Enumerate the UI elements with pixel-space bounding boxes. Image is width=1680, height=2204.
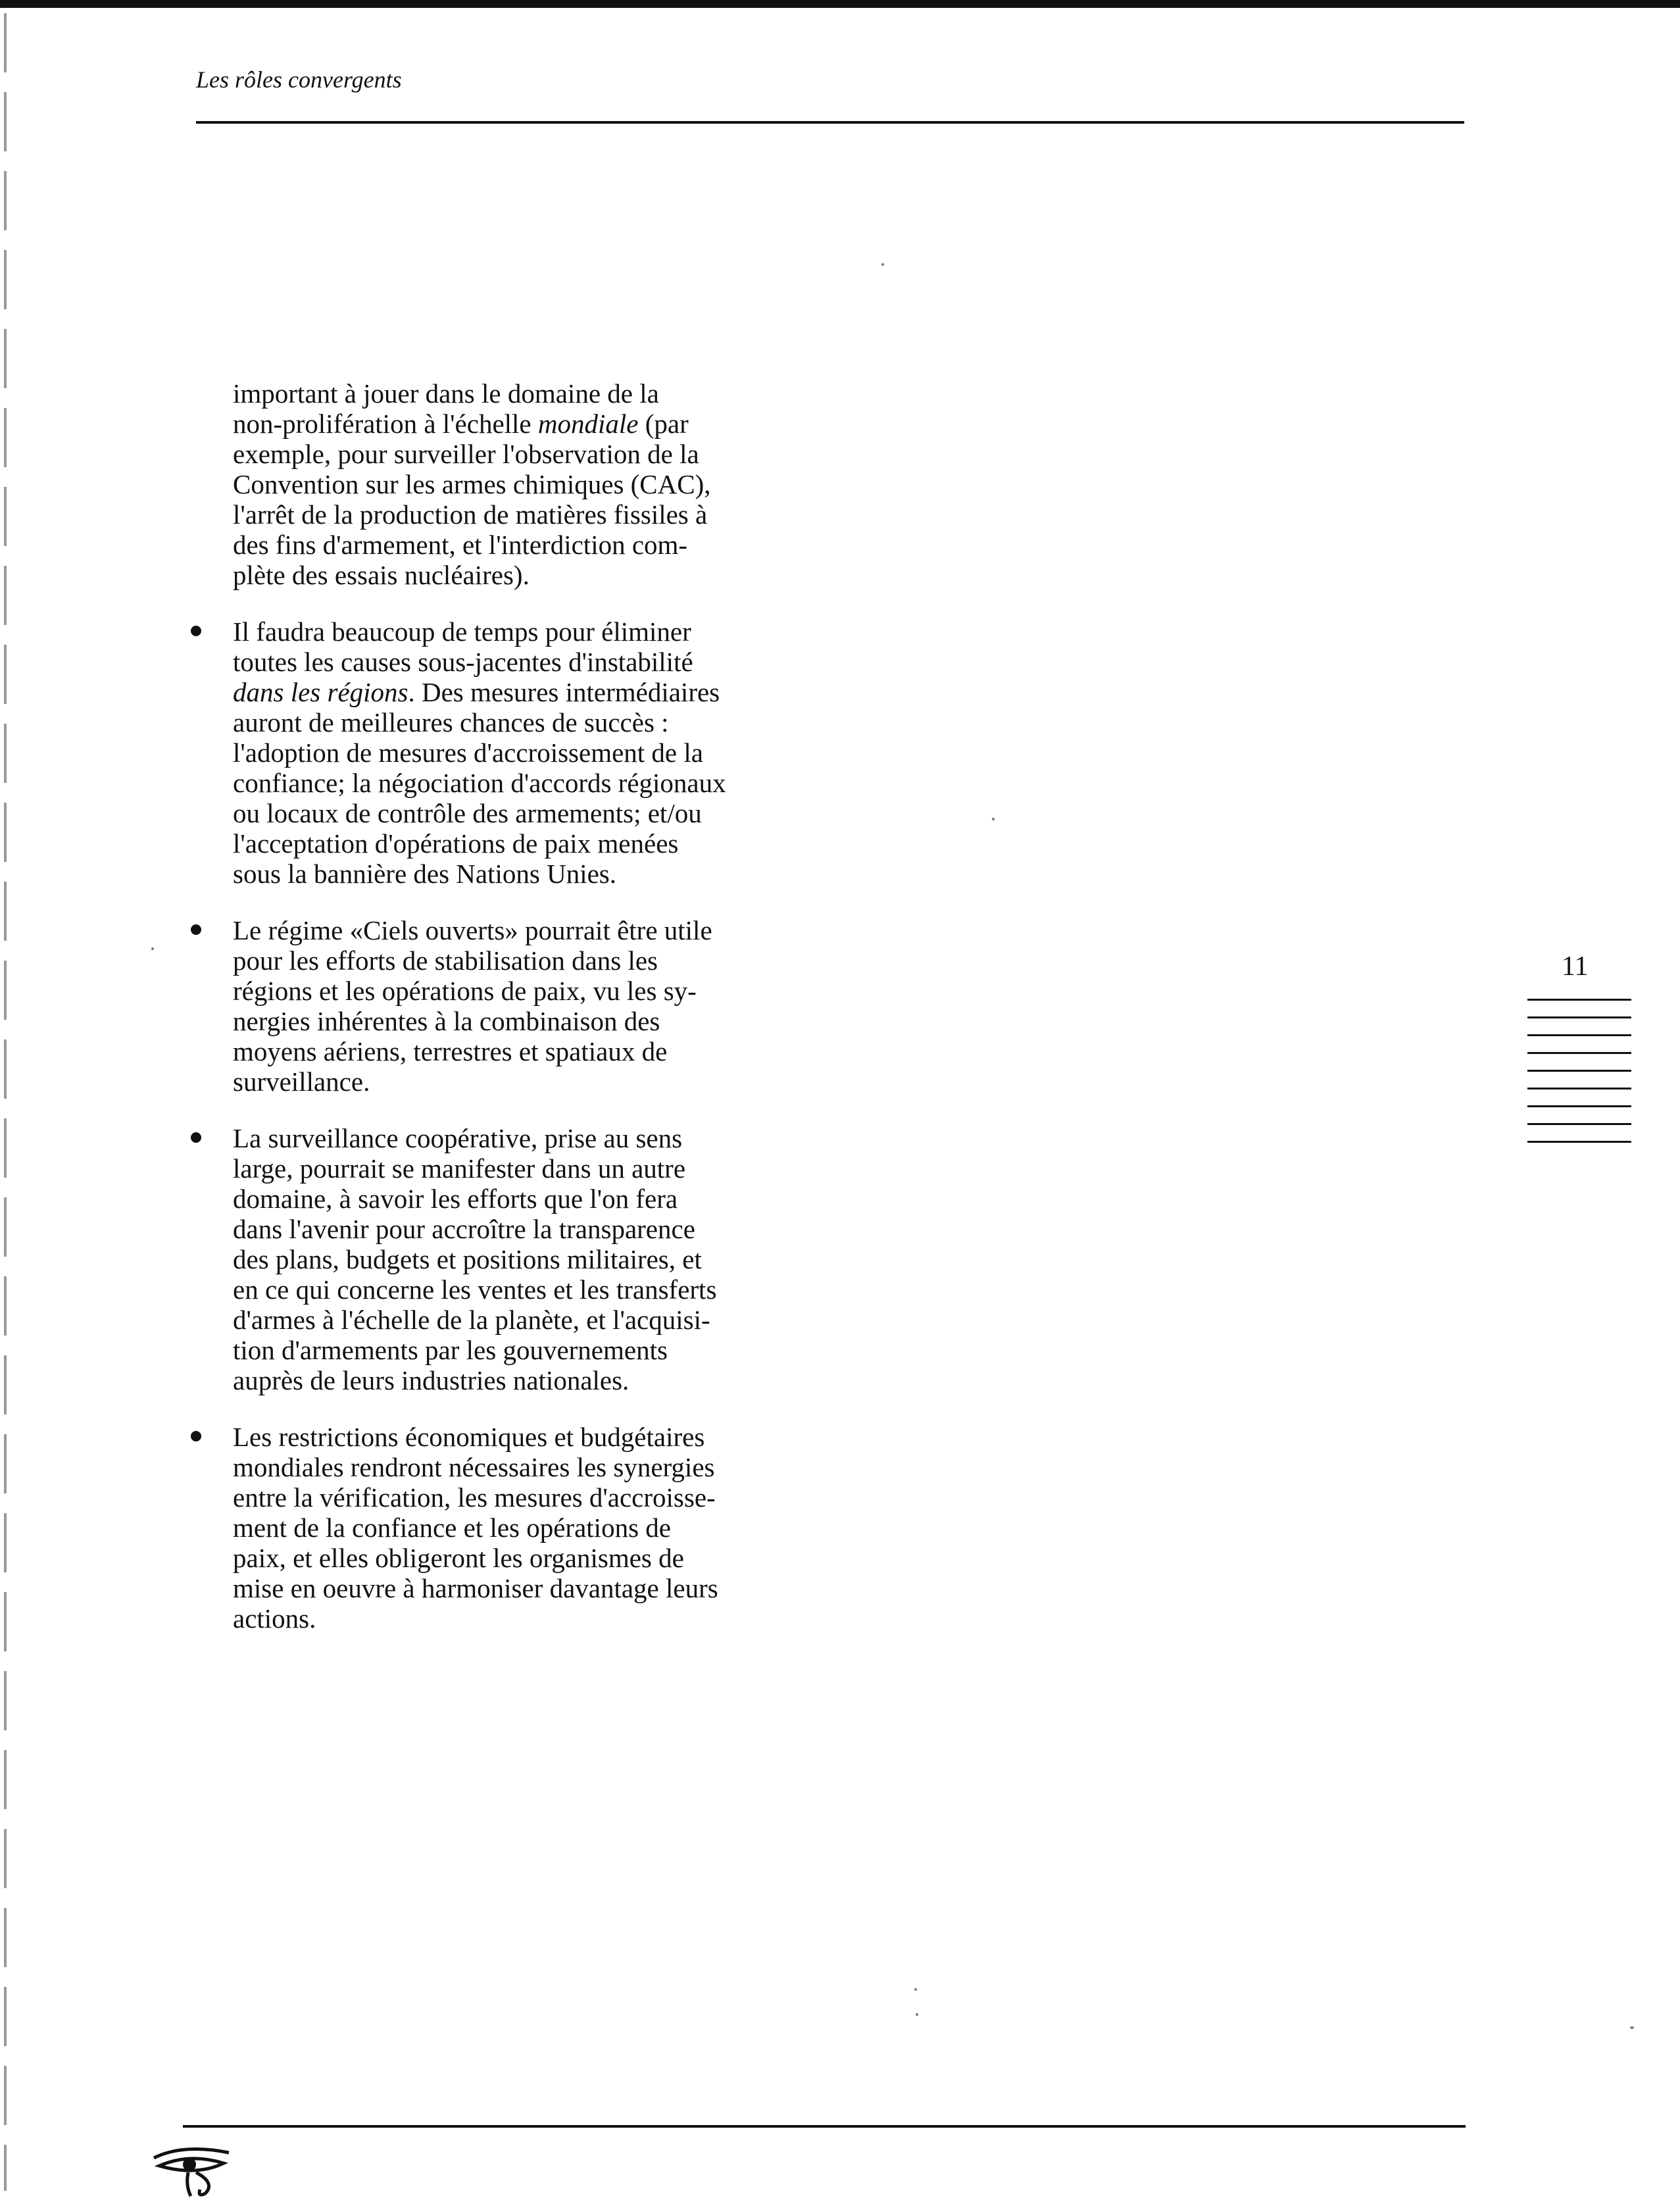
- scan-speck: [151, 947, 154, 950]
- tab-rule: [1527, 1088, 1631, 1089]
- bullet-icon: [191, 1132, 201, 1143]
- tab-rule: [1527, 999, 1631, 1001]
- tab-rule: [1527, 1105, 1631, 1107]
- continuation-paragraph: [233, 378, 805, 590]
- continuation-text-end: (par exemple, pour surveiller l'observation de la Convention sur les armes chimiques (CAC), l'arrêt de la production de matières fissiles à des fins d'armement, et l'interdiction com- plète des essais nucléaires).: [233, 409, 711, 590]
- bullet-1-text-start: Il faudra beaucoup de temps pour éliminer toutes les causes sous-jacentes d'instabilité: [233, 616, 693, 677]
- bullet-1-emphasis: dans les régions: [233, 677, 408, 707]
- bullet-icon: [191, 626, 201, 636]
- tab-rule: [1527, 1052, 1631, 1054]
- bullet-icon: [191, 1431, 201, 1441]
- bullet-1-text-end: . Des mesures intermédiaires auront de meilleures chances de succès : l'adoption de mesures d'accroissement de la confiance; la négociation d'accords régionaux ou locaux de contrôle des armements; et/ou l'acceptation d'opérations de paix menées sous la bannière des Nations Unies.: [233, 677, 726, 889]
- eye-of-horus-icon: [150, 2143, 235, 2199]
- footer-rule: [183, 2125, 1466, 2128]
- page-number: 11: [1562, 951, 1589, 982]
- scan-speck: [914, 1988, 917, 1991]
- top-border: [0, 0, 1680, 8]
- tab-rule: [1527, 1070, 1631, 1072]
- continuation-text-start: important à jouer dans le domaine de la non-prolifération à l'échelle: [233, 378, 659, 439]
- scan-speck: [1630, 2026, 1634, 2029]
- running-header: Les rôles convergents: [196, 66, 402, 93]
- bullet-icon: [191, 924, 201, 935]
- tab-rule: [1527, 1016, 1631, 1018]
- scan-left-edge: [4, 13, 7, 2191]
- bullet-item-2: [233, 915, 805, 1097]
- header-rule: [196, 121, 1464, 124]
- bullet-list: [233, 616, 805, 1634]
- tab-rule: [1527, 1123, 1631, 1125]
- tab-rule: [1527, 1034, 1631, 1036]
- bullet-4-text: Les restrictions économiques et budgétaires mondiales rendront nécessaires les synergies entre la vérification, les mesures d'accroisse- ment de la confiance et les opérations de paix, et elles obligeront les organismes de mise en oeuvre à harmoniser davantage leurs actions.: [233, 1422, 718, 1634]
- tab-rule: [1527, 1141, 1631, 1143]
- bullet-item-3: [233, 1123, 805, 1395]
- body-text: [233, 378, 805, 1660]
- scan-speck: [916, 2013, 918, 2016]
- scan-speck: [992, 818, 995, 820]
- bullet-2-text: Le régime «Ciels ouverts» pourrait être utile pour les efforts de stabilisation dans les régions et les opérations de paix, vu les sy- nergies inhérentes à la combinaison des moyens aériens, terrestres et spatiaux de surveillance.: [233, 915, 712, 1097]
- scan-speck: [881, 263, 884, 266]
- bullet-item-1: [233, 616, 805, 889]
- thumb-tab-rules: [1527, 999, 1631, 1159]
- bullet-item-4: [233, 1422, 805, 1634]
- bullet-3-text: La surveillance coopérative, prise au sens large, pourrait se manifester dans un autre domaine, à savoir les efforts que l'on fera dans l'avenir pour accroître la transparence des plans, budgets et positions militaires, et en ce qui concerne les ventes et les transferts d'armes à l'échelle de la planète, et l'acquisi- tion d'armements par les gouvernements auprès de leurs industries nationales.: [233, 1123, 717, 1395]
- continuation-emphasis: mondiale: [537, 409, 639, 439]
